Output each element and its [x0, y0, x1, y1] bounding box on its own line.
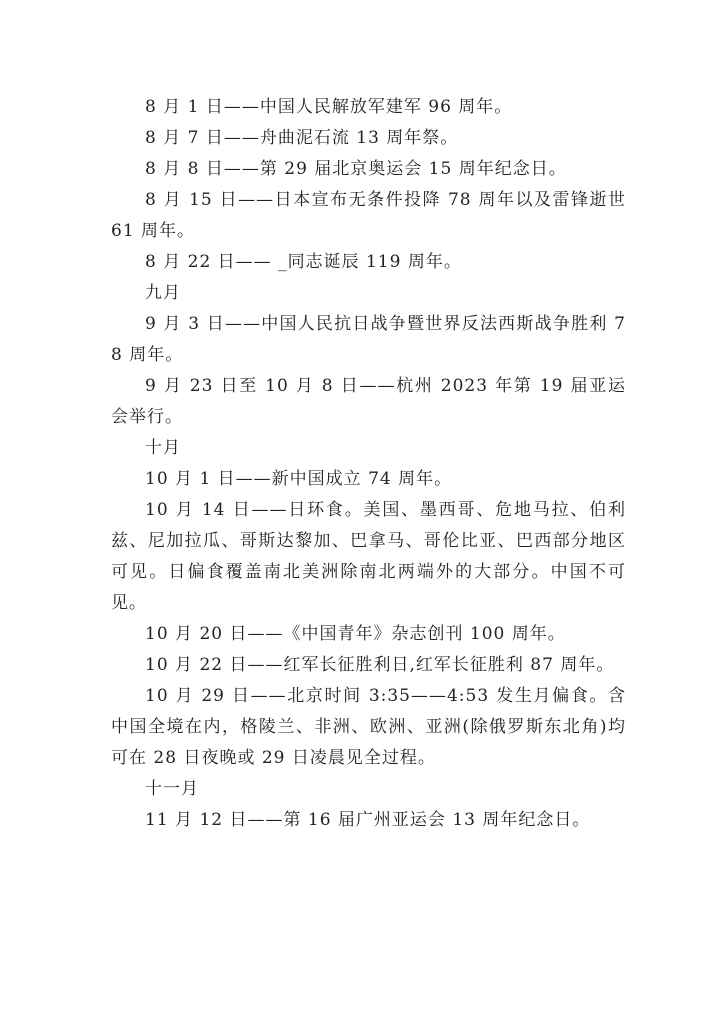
paragraph-aug-1: 8 月 1 日——中国人民解放军建军 96 周年。 [145, 97, 513, 117]
paragraph-sep-3: 9 月 3 日——中国人民抗日战争暨世界反法西斯战争胜利 78 周年。 [111, 314, 626, 365]
paragraph-oct-1: 10 月 1 日——新中国成立 74 周年。 [145, 469, 453, 489]
paragraph-oct-29: 10 月 29 日——北京时间 3:35——4:53 发生月偏食。含中国全境在内，格陵兰、非洲、欧洲、亚洲(除俄罗斯东北角)均可在 28 日夜晚或 29 日凌晨见全过程。 [111, 686, 626, 768]
document-body [111, 92, 626, 836]
paragraph-oct-20: 10 月 20 日——《中国青年》杂志创刊 100 周年。 [145, 624, 566, 644]
paragraph-oct-22: 10 月 22 日——红军长征胜利日,红军长征胜利 87 周年。 [145, 655, 615, 675]
paragraph-nov-12: 11 月 12 日——第 16 届广州亚运会 13 周年纪念日。 [145, 810, 591, 830]
paragraph-sep-23: 9 月 23 日至 10 月 8 日——杭州 2023 年第 19 届亚运会举行。 [111, 376, 626, 427]
month-heading-november: 十一月 [145, 779, 199, 799]
month-heading-september: 九月 [145, 283, 181, 303]
paragraph-aug-8: 8 月 8 日——第 29 届北京奥运会 15 周年纪念日。 [145, 159, 567, 179]
paragraph-aug-15: 8 月 15 日——日本宣布无条件投降 78 周年以及雷锋逝世 61 周年。 [111, 190, 626, 241]
paragraph-aug-22: 8 月 22 日—— _同志诞辰 119 周年。 [145, 252, 462, 272]
paragraph-aug-7: 8 月 7 日——舟曲泥石流 13 周年祭。 [145, 128, 459, 148]
paragraph-oct-14: 10 月 14 日——日环食。美国、墨西哥、危地马拉、伯利兹、尼加拉瓜、哥斯达黎加、巴拿马、哥伦比亚、巴西部分地区可见。日偏食覆盖南北美洲除南北两端外的大部分。中国不可见。 [111, 500, 626, 613]
month-heading-october: 十月 [145, 438, 181, 458]
